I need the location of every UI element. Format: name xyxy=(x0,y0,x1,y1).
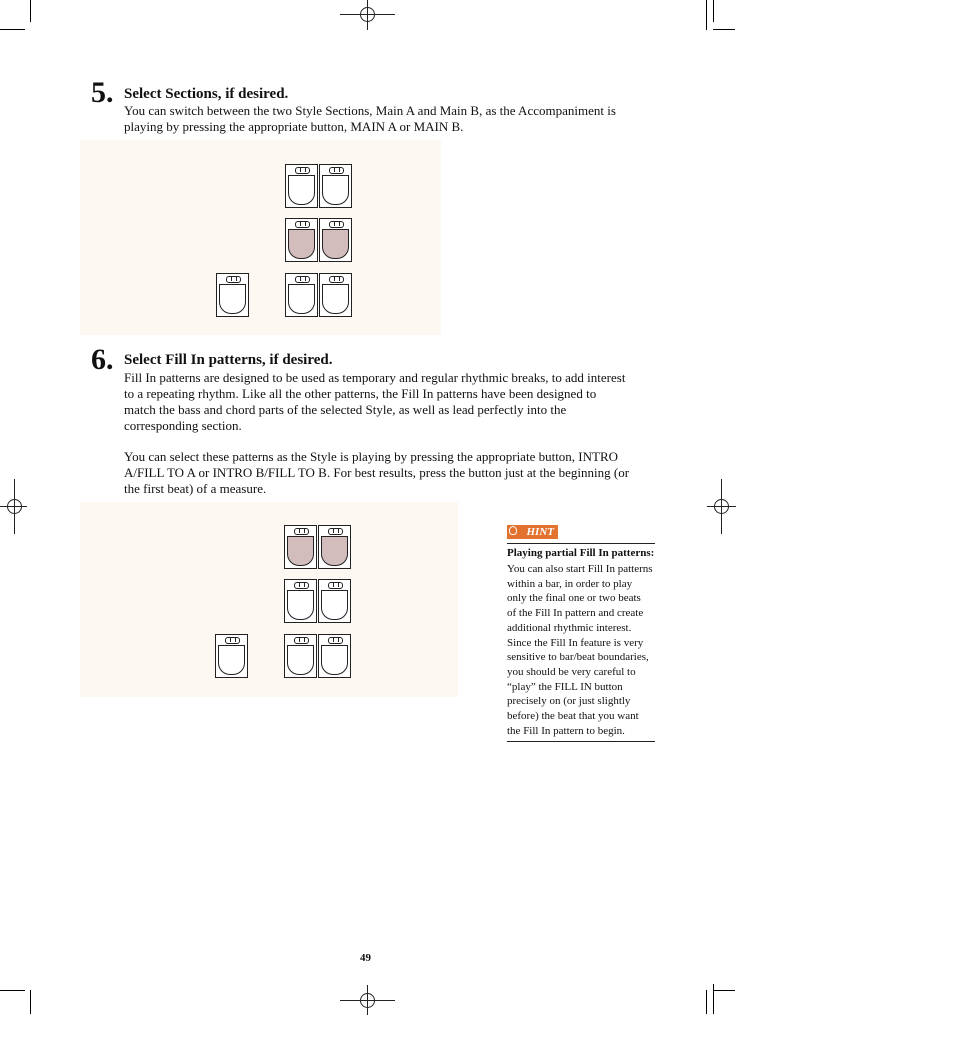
led-icon xyxy=(294,528,309,535)
panel-button xyxy=(285,273,318,317)
text-line: “play” the FILL IN button xyxy=(507,680,623,693)
hint-title: Playing partial Fill In patterns: xyxy=(507,547,655,559)
text-line: of the Fill In pattern and create xyxy=(507,607,644,620)
panel-button xyxy=(319,164,352,208)
step-6-number: 6. xyxy=(91,343,114,376)
page-number: 49 xyxy=(360,952,371,964)
text-line: You can switch between the two Style Sections, Main A and Main B, as the Accompaniment is xyxy=(124,103,616,118)
led-icon xyxy=(294,582,309,589)
hint-top-rule xyxy=(507,543,655,544)
step-6-paragraph-2 xyxy=(124,449,629,497)
main-a-button-lit xyxy=(285,218,318,262)
fill-in-buttons-illustration xyxy=(80,502,458,697)
led-icon xyxy=(295,276,310,283)
text-line: before) the beat that you want xyxy=(507,710,639,723)
panel-button xyxy=(284,634,317,678)
button-key xyxy=(287,645,314,675)
hint-bottom-rule xyxy=(507,741,655,742)
button-key xyxy=(218,645,245,675)
led-icon xyxy=(328,637,343,644)
text-line: A/FILL TO A or INTRO B/FILL TO B. For best results, press the button just at the beginning (or xyxy=(124,465,630,480)
text-line: you should be very careful to xyxy=(507,665,636,678)
text-line: the Fill In pattern to begin. xyxy=(507,724,625,737)
button-key xyxy=(219,284,246,314)
text-line: corresponding section. xyxy=(124,418,242,433)
led-icon xyxy=(295,167,310,174)
main-b-button-lit xyxy=(319,218,352,262)
fill-to-a-button-lit xyxy=(284,525,317,569)
led-icon xyxy=(295,221,310,228)
led-icon xyxy=(329,167,344,174)
step-6-paragraph-1 xyxy=(124,370,625,434)
text-line: You can select these patterns as the Style is playing by pressing the appropriate button, INTRO xyxy=(124,449,619,464)
hint-badge-label: HINT xyxy=(526,526,554,538)
text-line: within a bar, in order to play xyxy=(507,577,633,590)
panel-button xyxy=(318,579,351,623)
step-5-heading: Select Sections, if desired. xyxy=(124,86,289,102)
button-key xyxy=(322,175,349,205)
text-line: the first beat) of a measure. xyxy=(124,481,267,496)
text-line: only the final one or two beats xyxy=(507,592,641,605)
step-5-body xyxy=(124,103,616,135)
hint-badge xyxy=(507,525,558,539)
button-key xyxy=(322,229,349,259)
text-line: Fill In patterns are designed to be used as temporary and regular rhythmic breaks, to add interest xyxy=(124,370,626,385)
hint-body xyxy=(507,562,653,738)
button-key xyxy=(321,645,348,675)
panel-button xyxy=(284,579,317,623)
text-line: match the bass and chord parts of the selected Style, as well as lead perfectly into the xyxy=(124,402,567,417)
panel-button xyxy=(216,273,249,317)
button-key xyxy=(288,284,315,314)
led-icon xyxy=(328,528,343,535)
led-icon xyxy=(328,582,343,589)
step-5-number: 5. xyxy=(91,76,114,109)
panel-button xyxy=(318,634,351,678)
button-key xyxy=(288,175,315,205)
text-line: precisely on (or just slightly xyxy=(507,695,631,708)
text-line: to a repeating rhythm. Like all the other patterns, the Fill In patterns have been designed to xyxy=(124,386,597,401)
step-6-heading: Select Fill In patterns, if desired. xyxy=(124,352,333,368)
text-line: sensitive to bar/beat boundaries, xyxy=(507,651,649,664)
text-line: playing by pressing the appropriate button, MAIN A or MAIN B. xyxy=(124,119,464,134)
section-buttons-illustration xyxy=(80,140,441,335)
led-icon xyxy=(226,276,241,283)
panel-button xyxy=(285,164,318,208)
panel-button xyxy=(215,634,248,678)
button-key xyxy=(322,284,349,314)
button-key xyxy=(287,536,314,566)
button-key xyxy=(287,590,314,620)
text-line: You can also start Fill In patterns xyxy=(507,563,653,575)
button-key xyxy=(321,590,348,620)
led-icon xyxy=(294,637,309,644)
fill-to-b-button-lit xyxy=(318,525,351,569)
led-icon xyxy=(329,221,344,228)
button-key xyxy=(321,536,348,566)
text-line: Since the Fill In feature is very xyxy=(507,636,644,649)
panel-button xyxy=(319,273,352,317)
text-line: additional rhythmic interest. xyxy=(507,621,632,634)
led-icon xyxy=(329,276,344,283)
button-key xyxy=(288,229,315,259)
lightbulb-icon xyxy=(509,526,517,535)
led-icon xyxy=(225,637,240,644)
